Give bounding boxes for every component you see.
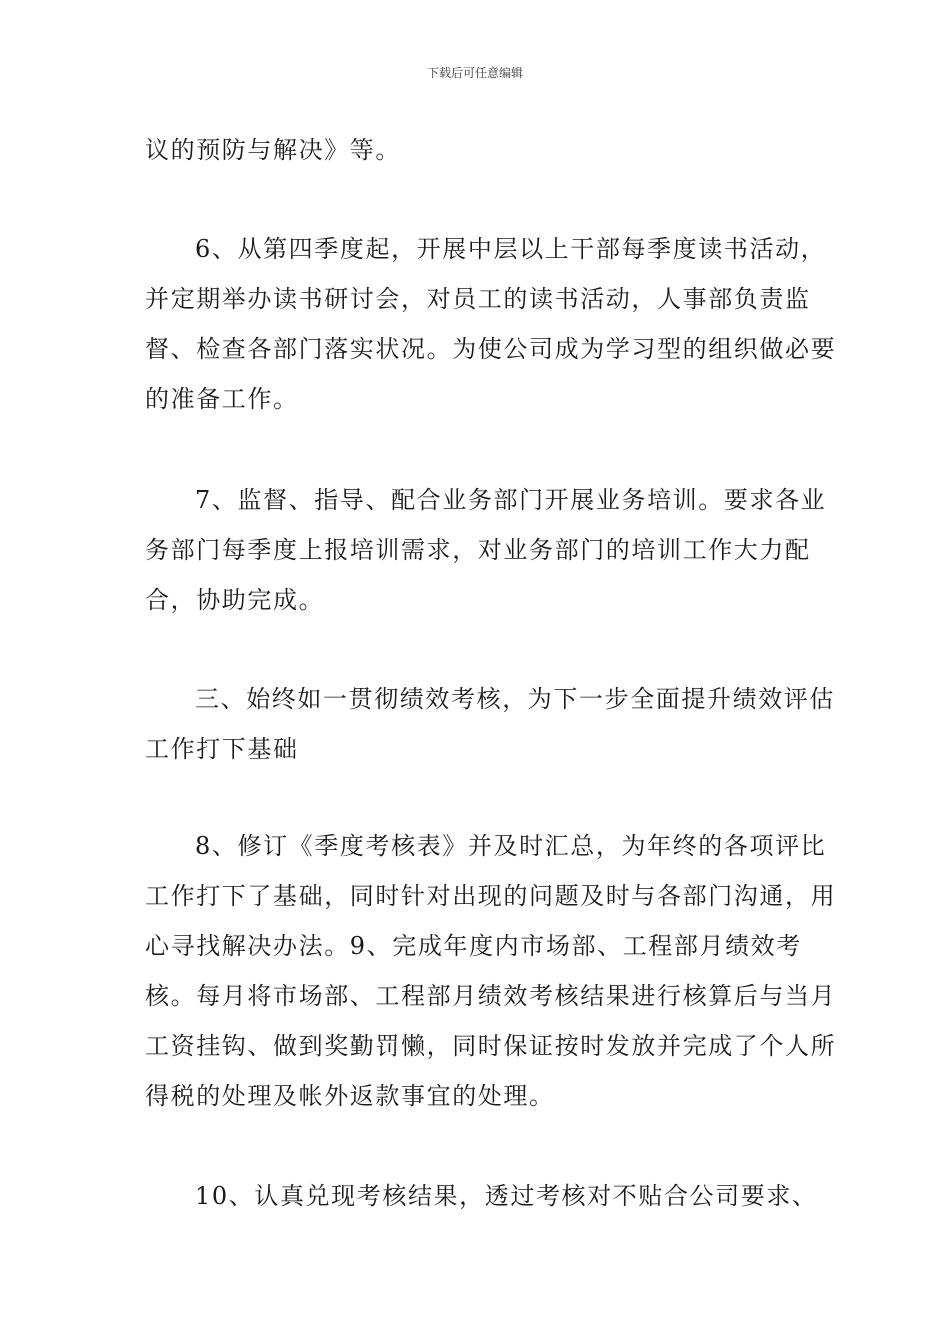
paragraph-item-6: 6、从第四季度起，开展中层以上干部每季度读书活动，并定期举办读书研讨会，对员工的读书活动，人事部负责监督、检查各部门落实状况。为使公司成为学习型的组织做必要的准备工作。: [145, 235, 837, 413]
paragraph-item-8-9: 8、修订《季度考核表》并及时汇总，为年终的各项评比工作打下了基础，同时针对出现的问题及时与各部门沟通，用心寻找解决办法。9、完成年度内市场部、工程部月绩效考核。每月将市场部、工程部月绩效考核结果进行核算后与当月工资挂钩、做到奖勤罚懒，同时保证按时发放并完成了个人所得税的处理及帐外返款事宜的处理。: [145, 832, 837, 1110]
paragraph-continuation: 议的预防与解决》等。: [145, 136, 401, 164]
section-heading-3: 三、始终如一贯彻绩效考核，为下一步全面提升绩效评估工作打下基础: [145, 685, 835, 763]
paragraph-item-7: 7、监督、指导、配合业务部门开展业务培训。要求各业务部门每季度上报培训需求，对业务部门的培训工作大力配合，协助完成。: [145, 486, 827, 614]
header-note: 下载后可任意编辑: [426, 66, 523, 80]
paragraph-item-10: 10、认真兑现考核结果，透过考核对不贴合公司要求、: [195, 1182, 818, 1210]
